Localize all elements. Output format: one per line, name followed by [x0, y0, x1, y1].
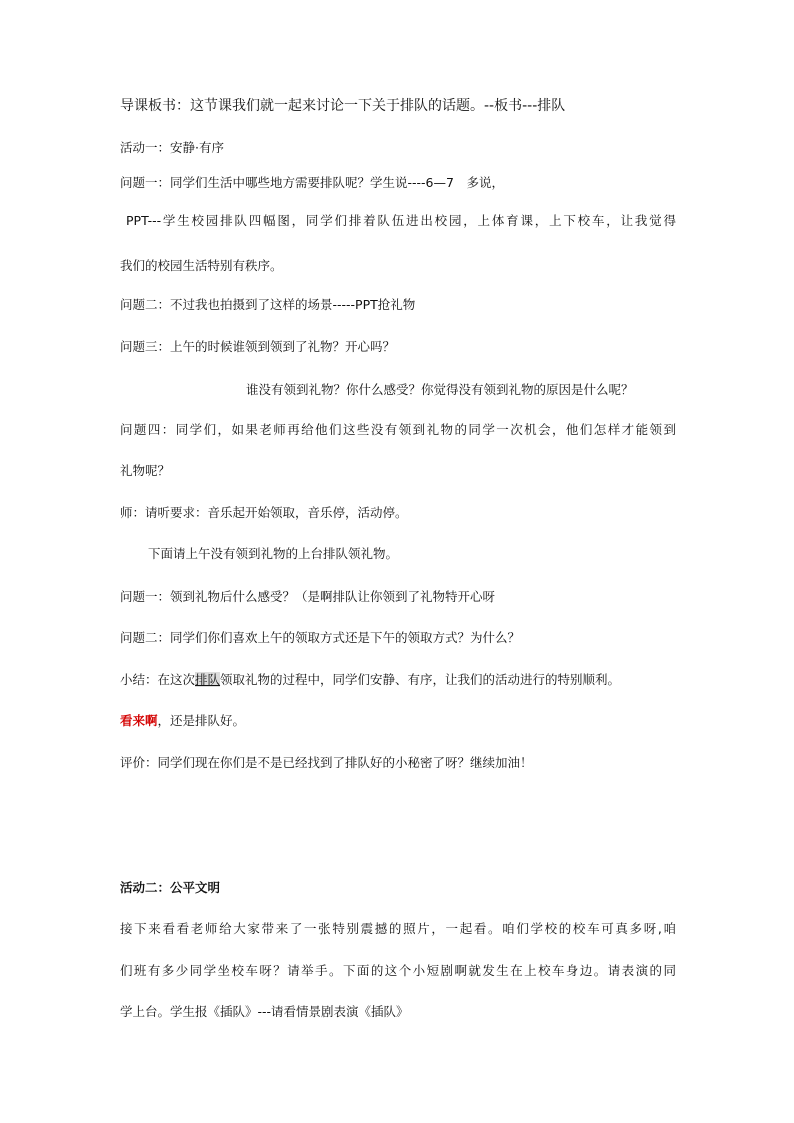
activity2-title: 活动二：公平文明 — [120, 880, 221, 895]
summary-line — [120, 672, 676, 688]
activity2-paragraph-line1: 接下来看看老师给大家带来了一张特别震撼的照片，一起看。咱们学校的校车可真多呀,咱 — [120, 921, 676, 936]
conclusion-rest: ，还是排队好。 — [157, 713, 246, 728]
activity1-title: 活动一：安静·有序 — [120, 140, 224, 155]
question-4-line1: 问题四：同学们，如果老师再给他们这些没有领到礼物的同学一次机会，他们怎样才能领到 — [120, 422, 676, 437]
question-3: 问题三：上午的时候谁领到领到了礼物？开心吗？ — [120, 339, 396, 354]
ppt-description-line1: PPT---学生校园排队四幅图，同学们排着队伍进出校园，上体育课，上下校车，让我觉得 — [126, 213, 676, 228]
activity2-paragraph-line2: 们班有多少同学坐校车呀？请举手。下面的这个小短剧啊就发生在上校车身边。请表演的同 — [120, 963, 676, 978]
conclusion-red: 看来啊 — [120, 713, 158, 728]
ppt-description-line2: 我们的校园生活特别有秩序。 — [120, 258, 283, 273]
question-1: 问题一：同学们生活中哪些地方需要排队呢？学生说----6—7 多说， — [120, 175, 504, 190]
question-4-line2: 礼物呢？ — [120, 463, 171, 478]
activity2-paragraph-line3: 学上台。学生报《插队》---请看情景剧表演《插队》 — [120, 1004, 409, 1019]
afternoon-question-2: 问题二：同学们你们喜欢上午的领取方式还是下午的领取方式？为什么？ — [120, 630, 521, 645]
question-3-followup: 谁没有领到礼物？你什么感受？你觉得没有领到礼物的原因是什么呢？ — [246, 382, 634, 397]
summary-highlight: 排队 — [195, 672, 221, 687]
stage-instruction: 下面请上午没有领到礼物的上台排队领礼物。 — [148, 546, 399, 561]
summary-prefix: 小结：在这次 — [120, 672, 196, 687]
summary-rest: 领取礼物的过程中，同学们安静、有序，让我们的活动进行的特别顺利。 — [220, 672, 621, 687]
teacher-instruction: 师：请听要求：音乐起开始领取，音乐停，活动停。 — [120, 505, 408, 520]
afternoon-question-1: 问题一：领到礼物后什么感受？（是啊排队让你领到了礼物特开心呀 — [120, 589, 496, 604]
evaluation-line: 评价：同学们现在你们是不是已经找到了排队好的小秘密了呀？继续加油！ — [120, 755, 533, 770]
conclusion-line — [120, 713, 676, 729]
question-2: 问题二：不过我也拍摄到了这样的场景-----PPT抢礼物 — [120, 297, 416, 312]
intro-line: 导课板书：这节课我们就一起来讨论一下关于排队的话题。--板书---排队 — [120, 98, 566, 114]
